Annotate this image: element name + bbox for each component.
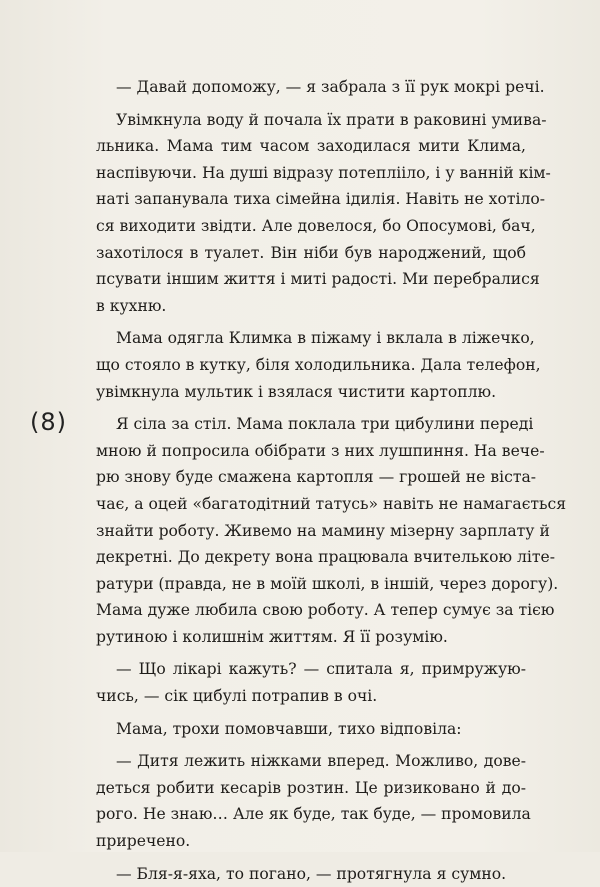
text-line: ратури (правда, не в моїй школі, в іншій, через дорогу). <box>96 574 559 593</box>
text-line: рю знову буде смажена картопля — грошей не віста- <box>96 468 537 487</box>
paragraph <box>96 748 531 854</box>
text-line: в кухню. <box>96 296 167 315</box>
paragraph <box>96 716 526 743</box>
text-line: Мама одягла Климка в піжаму і вклала в ліжечко, <box>116 329 535 348</box>
text-line: Мама, трохи помовчавши, тихо відповіла: <box>116 719 462 738</box>
text-line: — Давай допоможу, — я забрала з її рук мокрі речі. <box>116 78 545 96</box>
text-line: псувати іншим життя і миті радості. Ми перебралися <box>96 270 540 289</box>
text-line: наспівуючи. На душі відразу потеплііло, і у ванній кім- <box>96 163 551 182</box>
text-line: ся виходити звідти. Але довелося, бо Опосумові, бач, <box>96 216 536 235</box>
paragraph <box>96 107 551 320</box>
paragraph <box>96 861 526 887</box>
text-line: Мама дуже любила свою роботу. А тепер сумує за тією <box>96 601 555 620</box>
text-line: Я сіла за стіл. Мама поклала три цибулини переді <box>116 415 534 434</box>
text-line: приречено. <box>96 832 191 851</box>
text-line: чає, а оцей «багатодітний татусь» навіть не намагається <box>96 494 567 513</box>
paragraph <box>96 325 541 405</box>
text-line: наті запанувала тиха сімейна ідилія. Навіть не хотіло- <box>96 190 546 209</box>
text-line: захотілося в туалет. Він ніби був народжений, щоб <box>96 243 526 262</box>
body-text <box>96 74 567 887</box>
page-number: (8) <box>30 408 67 436</box>
paragraph <box>96 411 567 650</box>
text-line: — Що лікарі кажуть? — спитала я, примружую- <box>116 660 526 679</box>
text-line: — Дитя лежить ніжками вперед. Можливо, дове- <box>116 752 526 771</box>
text-line: Увімкнула воду й почала їх прати в раковині умива- <box>116 110 547 129</box>
text-line: знайти роботу. Живемо на мамину мізерну зарплату й <box>96 521 550 540</box>
paragraph <box>96 656 526 709</box>
text-line: чись, — сік цибулі потрапив в очі. <box>96 687 378 706</box>
text-line: що стояло в кутку, біля холодильника. Дала телефон, <box>96 355 541 374</box>
paragraph <box>96 74 545 101</box>
text-line: — Бля-я-яха, то погано, — протягнула я сумно. <box>116 864 507 883</box>
text-line: деться робити кесарів розтин. Це ризиковано й до- <box>96 778 526 797</box>
text-line: льника. Мама тим часом заходилася мити Клима, <box>96 137 526 156</box>
text-line: мною й попросила обібрати з них лушпиння. На вече- <box>96 441 545 460</box>
text-line: рого. Не знаю… Але як буде, так буде, — промовила <box>96 805 531 824</box>
text-line: декретні. До декрету вона працювала вчителькою літе- <box>96 548 556 567</box>
text-line: увімкнула мультик і взялася чистити картоплю. <box>96 382 497 401</box>
text-line: рутиною і колишнім життям. Я її розумію. <box>96 627 448 646</box>
